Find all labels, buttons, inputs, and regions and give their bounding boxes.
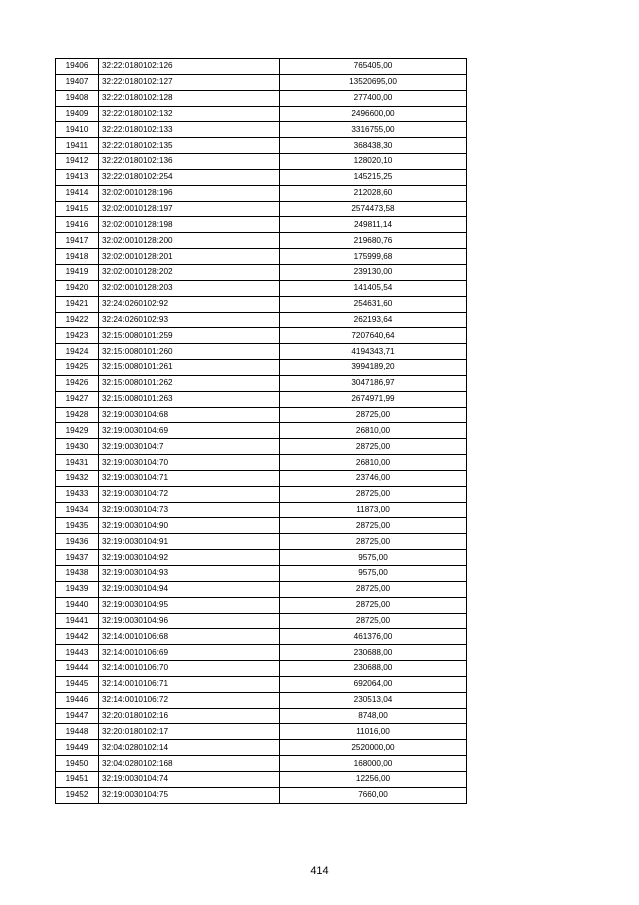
table-row — [56, 122, 467, 138]
row-number-cell: 19419 — [56, 264, 99, 280]
cadastral-number-cell: 32:19:0030104:73 — [99, 502, 280, 518]
cadastral-value-cell: 249811,14 — [280, 217, 467, 233]
cadastral-value-cell: 7207640,64 — [280, 328, 467, 344]
table-row — [56, 613, 467, 629]
cadastral-value-cell: 368438,30 — [280, 138, 467, 154]
row-number-cell: 19451 — [56, 771, 99, 787]
page-number: 414 — [310, 865, 329, 877]
row-number-cell: 19407 — [56, 74, 99, 90]
cadastral-number-cell: 32:02:0010128:203 — [99, 280, 280, 296]
cadastral-number-cell: 32:22:0180102:128 — [99, 90, 280, 106]
table-row — [56, 296, 467, 312]
row-number-cell: 19408 — [56, 90, 99, 106]
cadastral-number-cell: 32:15:0080101:262 — [99, 375, 280, 391]
table-row — [56, 581, 467, 597]
row-number-cell: 19449 — [56, 740, 99, 756]
table-row — [56, 629, 467, 645]
cadastral-value-cell: 230513,04 — [280, 692, 467, 708]
table-row — [56, 692, 467, 708]
cadastral-value-cell: 3047186,97 — [280, 375, 467, 391]
row-number-cell: 19437 — [56, 550, 99, 566]
cadastral-value-cell: 254631,60 — [280, 296, 467, 312]
table-row — [56, 502, 467, 518]
table-row — [56, 185, 467, 201]
table-row — [56, 787, 467, 803]
table-row — [56, 407, 467, 423]
row-number-cell: 19424 — [56, 344, 99, 360]
cadastral-value-cell: 4194343,71 — [280, 344, 467, 360]
cadastral-value-cell: 2674971,99 — [280, 391, 467, 407]
cadastral-value-cell: 28725,00 — [280, 581, 467, 597]
cadastral-value-cell: 23746,00 — [280, 470, 467, 486]
table-row — [56, 59, 467, 75]
cadastral-value-cell: 277400,00 — [280, 90, 467, 106]
row-number-cell: 19425 — [56, 360, 99, 376]
cadastral-number-cell: 32:14:0010106:68 — [99, 629, 280, 645]
row-number-cell: 19431 — [56, 455, 99, 471]
row-number-cell: 19445 — [56, 676, 99, 692]
cadastral-number-cell: 32:20:0180102:16 — [99, 708, 280, 724]
cadastral-value-cell: 262193,64 — [280, 312, 467, 328]
row-number-cell: 19450 — [56, 756, 99, 772]
table-row — [56, 217, 467, 233]
cadastral-number-cell: 32:24:0260102:93 — [99, 312, 280, 328]
row-number-cell: 19412 — [56, 154, 99, 170]
table-row — [56, 708, 467, 724]
cadastral-value-cell: 11016,00 — [280, 724, 467, 740]
table-row — [56, 391, 467, 407]
cadastral-value-cell: 28725,00 — [280, 486, 467, 502]
cadastral-value-cell: 28725,00 — [280, 407, 467, 423]
table-row — [56, 470, 467, 486]
cadastral-value-cell: 9575,00 — [280, 566, 467, 582]
cadastral-number-cell: 32:24:0260102:92 — [99, 296, 280, 312]
cadastral-value-cell: 230688,00 — [280, 645, 467, 661]
cadastral-number-cell: 32:19:0030104:71 — [99, 470, 280, 486]
table-row — [56, 201, 467, 217]
cadastral-number-cell: 32:02:0010128:196 — [99, 185, 280, 201]
cadastral-value-cell: 145215,25 — [280, 169, 467, 185]
cadastral-number-cell: 32:04:0280102:168 — [99, 756, 280, 772]
row-number-cell: 19444 — [56, 661, 99, 677]
table-row — [56, 518, 467, 534]
table-row — [56, 676, 467, 692]
cadastral-value-cell: 692064,00 — [280, 676, 467, 692]
cadastral-value-cell: 3994189,20 — [280, 360, 467, 376]
row-number-cell: 19422 — [56, 312, 99, 328]
cadastral-value-cell: 26810,00 — [280, 455, 467, 471]
cadastral-value-cell: 2496600,00 — [280, 106, 467, 122]
row-number-cell: 19435 — [56, 518, 99, 534]
cadastral-number-cell: 32:19:0030104:91 — [99, 534, 280, 550]
cadastral-number-cell: 32:02:0010128:200 — [99, 233, 280, 249]
cadastral-number-cell: 32:22:0180102:132 — [99, 106, 280, 122]
cadastral-number-cell: 32:14:0010106:69 — [99, 645, 280, 661]
row-number-cell: 19448 — [56, 724, 99, 740]
cadastral-number-cell: 32:22:0180102:127 — [99, 74, 280, 90]
row-number-cell: 19421 — [56, 296, 99, 312]
cadastral-number-cell: 32:19:0030104:93 — [99, 566, 280, 582]
table-row — [56, 344, 467, 360]
cadastral-number-cell: 32:22:0180102:126 — [99, 59, 280, 75]
row-number-cell: 19406 — [56, 59, 99, 75]
row-number-cell: 19434 — [56, 502, 99, 518]
cadastral-number-cell: 32:14:0010106:71 — [99, 676, 280, 692]
cadastral-value-cell: 28725,00 — [280, 613, 467, 629]
cadastral-number-cell: 32:22:0180102:135 — [99, 138, 280, 154]
cadastral-number-cell: 32:15:0080101:261 — [99, 360, 280, 376]
row-number-cell: 19417 — [56, 233, 99, 249]
cadastral-value-cell: 3316755,00 — [280, 122, 467, 138]
cadastral-number-cell: 32:19:0030104:96 — [99, 613, 280, 629]
cadastral-number-cell: 32:19:0030104:74 — [99, 771, 280, 787]
cadastral-value-cell: 461376,00 — [280, 629, 467, 645]
cadastral-number-cell: 32:19:0030104:69 — [99, 423, 280, 439]
row-number-cell: 19452 — [56, 787, 99, 803]
cadastral-number-cell: 32:02:0010128:201 — [99, 249, 280, 265]
table-row — [56, 106, 467, 122]
table-row — [56, 661, 467, 677]
table-row — [56, 233, 467, 249]
cadastral-value-cell: 12256,00 — [280, 771, 467, 787]
cadastral-number-cell: 32:19:0030104:72 — [99, 486, 280, 502]
cadastral-number-cell: 32:15:0080101:263 — [99, 391, 280, 407]
table-row — [56, 138, 467, 154]
cadastral-value-cell: 765405,00 — [280, 59, 467, 75]
row-number-cell: 19447 — [56, 708, 99, 724]
cadastral-value-cell: 11873,00 — [280, 502, 467, 518]
cadastral-number-cell: 32:22:0180102:136 — [99, 154, 280, 170]
table-row — [56, 645, 467, 661]
row-number-cell: 19441 — [56, 613, 99, 629]
row-number-cell: 19414 — [56, 185, 99, 201]
cadastral-value-cell: 141405,54 — [280, 280, 467, 296]
cadastral-number-cell: 32:15:0080101:259 — [99, 328, 280, 344]
row-number-cell: 19423 — [56, 328, 99, 344]
cadastral-value-cell: 2520000,00 — [280, 740, 467, 756]
cadastral-number-cell: 32:19:0030104:75 — [99, 787, 280, 803]
table-row — [56, 756, 467, 772]
row-number-cell: 19409 — [56, 106, 99, 122]
table-row — [56, 312, 467, 328]
cadastral-value-cell: 26810,00 — [280, 423, 467, 439]
table-row — [56, 328, 467, 344]
cadastral-number-cell: 32:20:0180102:17 — [99, 724, 280, 740]
table-row — [56, 375, 467, 391]
cadastral-value-cell: 28725,00 — [280, 597, 467, 613]
table-row — [56, 740, 467, 756]
table-row — [56, 264, 467, 280]
cadastral-number-cell: 32:22:0180102:254 — [99, 169, 280, 185]
table-row — [56, 280, 467, 296]
cadastral-number-cell: 32:14:0010106:72 — [99, 692, 280, 708]
cadastral-number-cell: 32:14:0010106:70 — [99, 661, 280, 677]
cadastral-value-cell: 7660,00 — [280, 787, 467, 803]
row-number-cell: 19426 — [56, 375, 99, 391]
row-number-cell: 19411 — [56, 138, 99, 154]
table-row — [56, 550, 467, 566]
row-number-cell: 19430 — [56, 439, 99, 455]
table-row — [56, 249, 467, 265]
cadastral-value-cell: 212028,60 — [280, 185, 467, 201]
row-number-cell: 19436 — [56, 534, 99, 550]
row-number-cell: 19427 — [56, 391, 99, 407]
row-number-cell: 19443 — [56, 645, 99, 661]
row-number-cell: 19410 — [56, 122, 99, 138]
cadastral-value-cell: 239130,00 — [280, 264, 467, 280]
cadastral-value-cell: 28725,00 — [280, 439, 467, 455]
row-number-cell: 19413 — [56, 169, 99, 185]
row-number-cell: 19418 — [56, 249, 99, 265]
cadastral-value-cell: 230688,00 — [280, 661, 467, 677]
cadastral-value-cell: 28725,00 — [280, 534, 467, 550]
cadastral-number-cell: 32:19:0030104:70 — [99, 455, 280, 471]
row-number-cell: 19433 — [56, 486, 99, 502]
cadastral-number-cell: 32:19:0030104:90 — [99, 518, 280, 534]
cadastral-number-cell: 32:22:0180102:133 — [99, 122, 280, 138]
row-number-cell: 19420 — [56, 280, 99, 296]
table-row — [56, 74, 467, 90]
cadastral-number-cell: 32:04:0280102:14 — [99, 740, 280, 756]
row-number-cell: 19428 — [56, 407, 99, 423]
cadastral-value-cell: 168000,00 — [280, 756, 467, 772]
cadastral-number-cell: 32:02:0010128:202 — [99, 264, 280, 280]
table-row — [56, 455, 467, 471]
table-row — [56, 169, 467, 185]
row-number-cell: 19432 — [56, 470, 99, 486]
cadastral-number-cell: 32:15:0080101:260 — [99, 344, 280, 360]
table-row — [56, 534, 467, 550]
cadastral-value-cell: 8748,00 — [280, 708, 467, 724]
row-number-cell: 19446 — [56, 692, 99, 708]
table-row — [56, 439, 467, 455]
cadastral-value-cell: 2574473,58 — [280, 201, 467, 217]
cadastral-number-cell: 32:19:0030104:68 — [99, 407, 280, 423]
registry-table-body — [56, 59, 467, 804]
table-row — [56, 90, 467, 106]
cadastral-value-cell: 219680,76 — [280, 233, 467, 249]
cadastral-number-cell: 32:19:0030104:7 — [99, 439, 280, 455]
cadastral-number-cell: 32:19:0030104:95 — [99, 597, 280, 613]
table-row — [56, 724, 467, 740]
row-number-cell: 19416 — [56, 217, 99, 233]
table-row — [56, 566, 467, 582]
row-number-cell: 19442 — [56, 629, 99, 645]
table-row — [56, 771, 467, 787]
row-number-cell: 19429 — [56, 423, 99, 439]
cadastral-number-cell: 32:02:0010128:198 — [99, 217, 280, 233]
table-row — [56, 154, 467, 170]
table-row — [56, 597, 467, 613]
table-row — [56, 360, 467, 376]
row-number-cell: 19438 — [56, 566, 99, 582]
table-row — [56, 423, 467, 439]
cadastral-number-cell: 32:02:0010128:197 — [99, 201, 280, 217]
row-number-cell: 19439 — [56, 581, 99, 597]
registry-table — [55, 58, 467, 804]
cadastral-value-cell: 13520695,00 — [280, 74, 467, 90]
cadastral-number-cell: 32:19:0030104:94 — [99, 581, 280, 597]
cadastral-value-cell: 9575,00 — [280, 550, 467, 566]
cadastral-value-cell: 175999,68 — [280, 249, 467, 265]
row-number-cell: 19415 — [56, 201, 99, 217]
row-number-cell: 19440 — [56, 597, 99, 613]
cadastral-number-cell: 32:19:0030104:92 — [99, 550, 280, 566]
cadastral-value-cell: 28725,00 — [280, 518, 467, 534]
table-row — [56, 486, 467, 502]
cadastral-value-cell: 128020,10 — [280, 154, 467, 170]
